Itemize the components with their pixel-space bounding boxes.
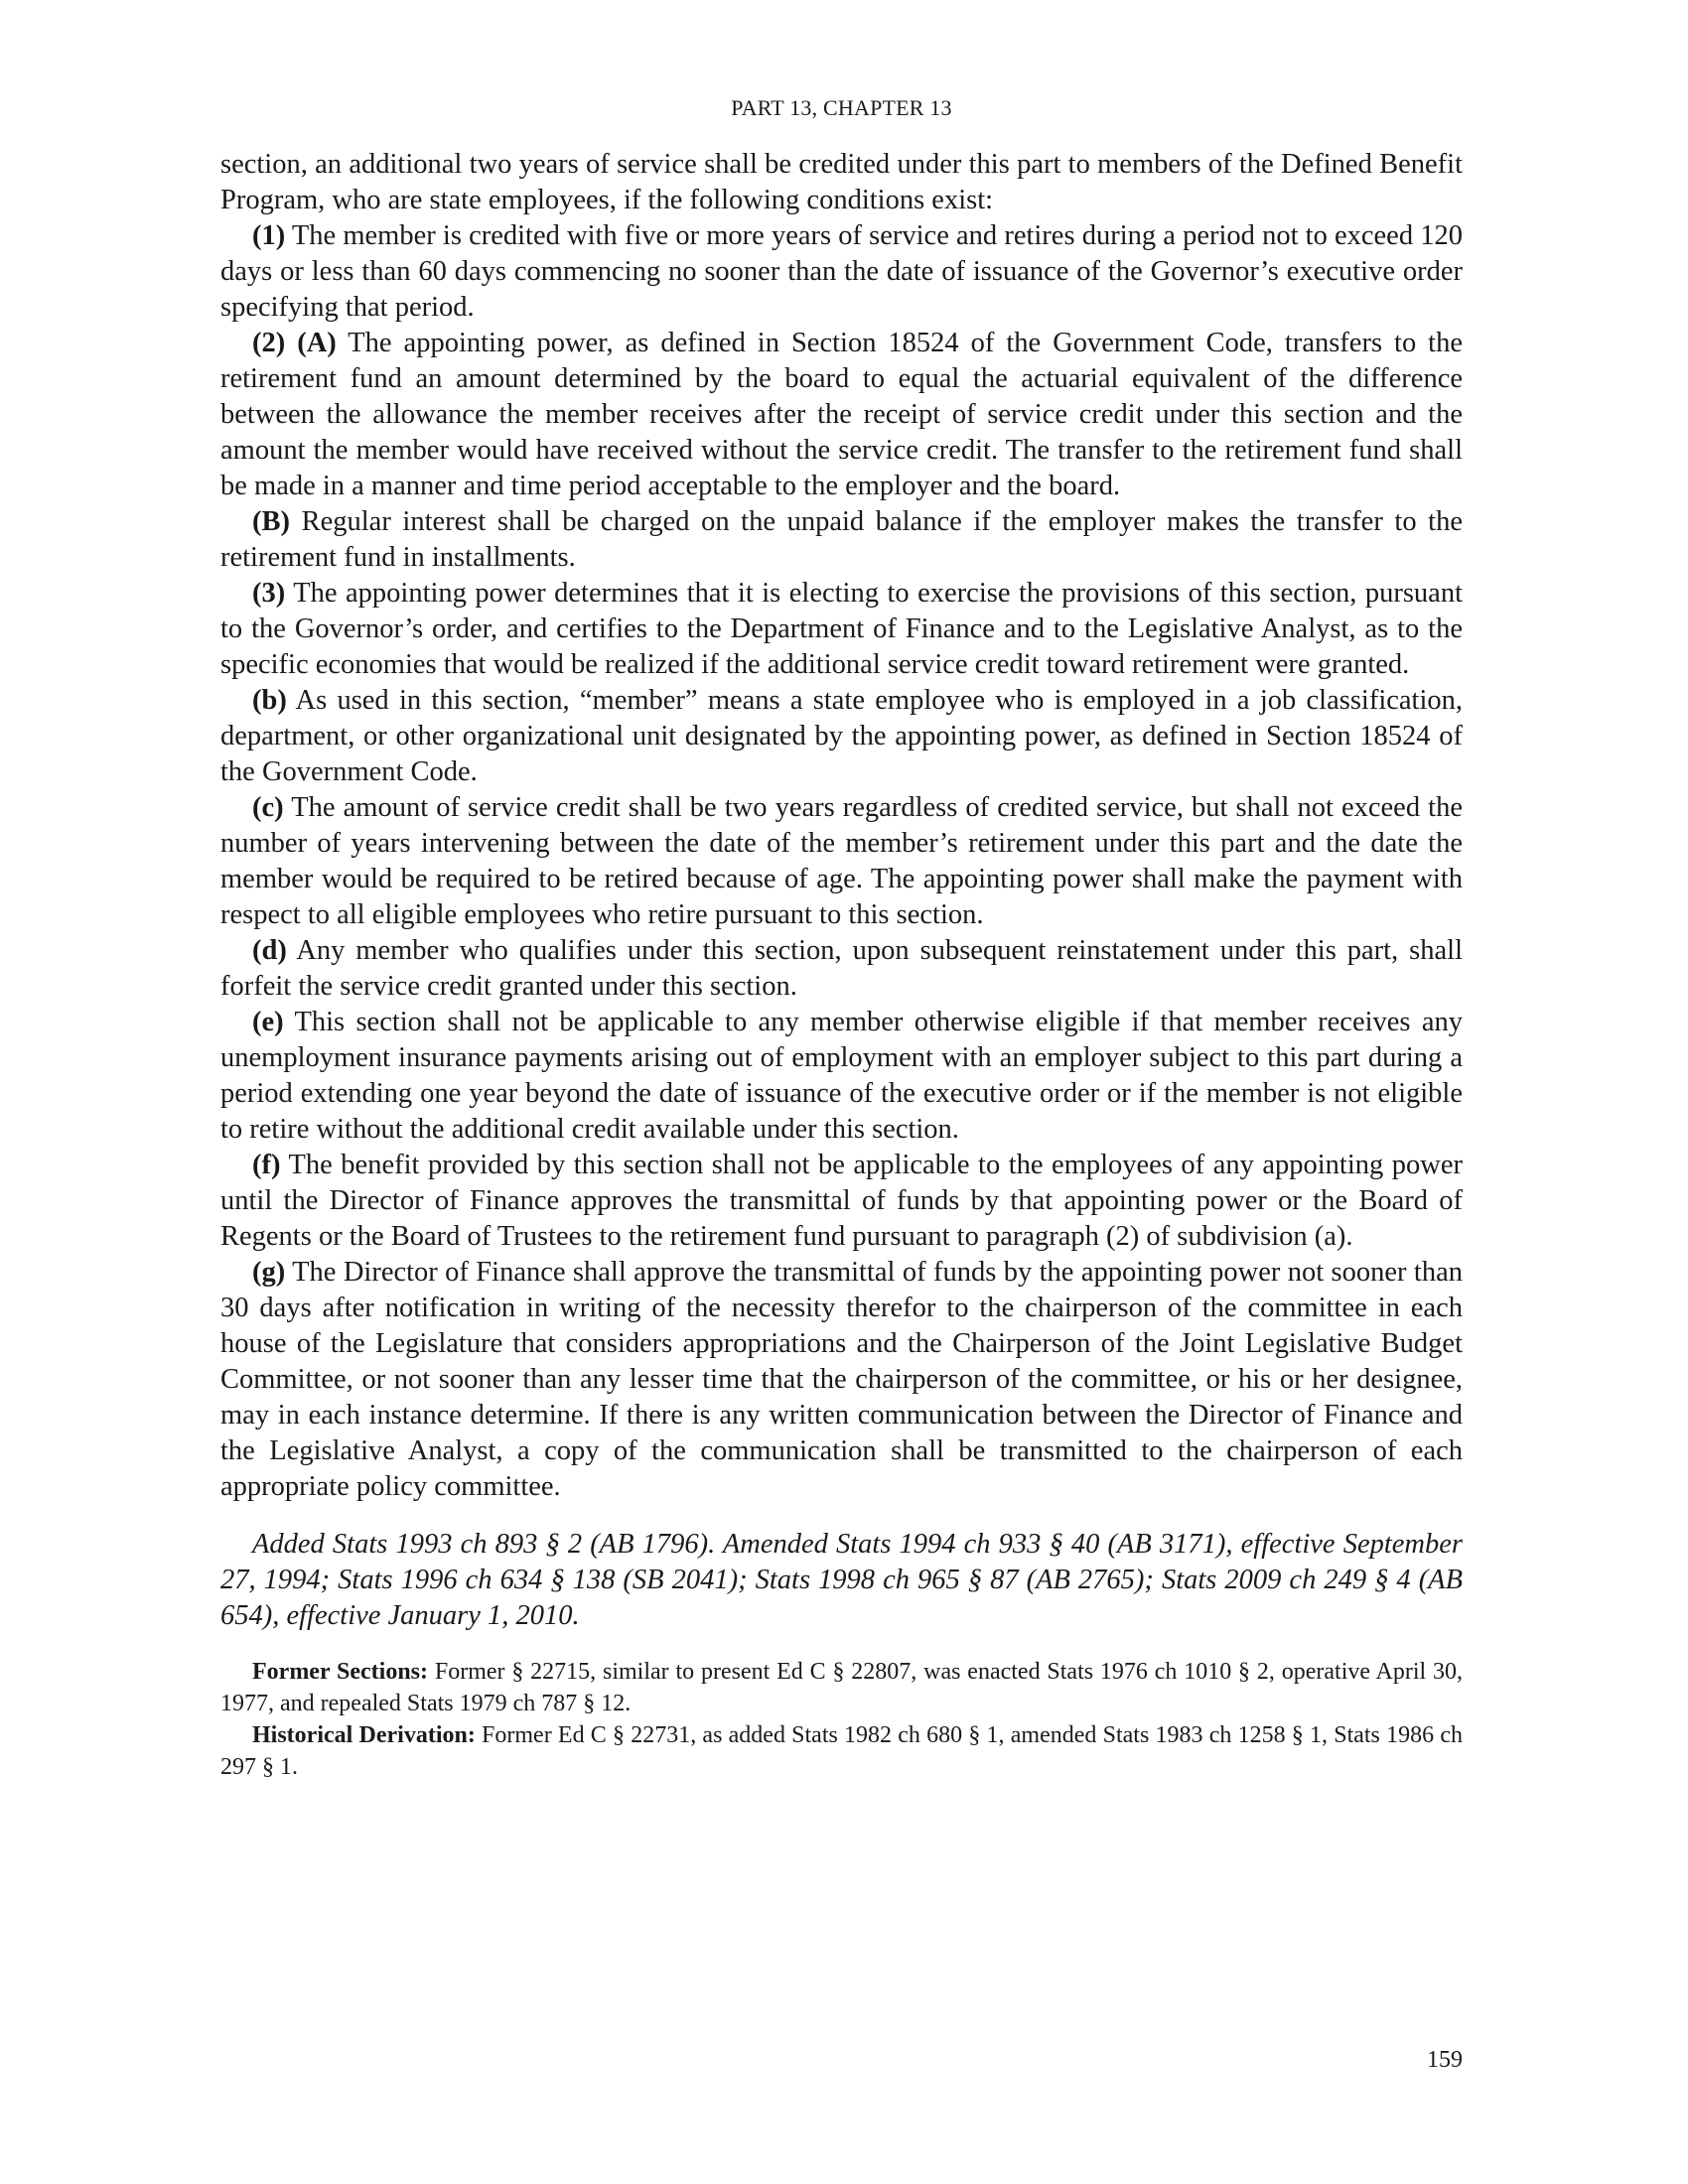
paragraph-a2A (220, 326, 1463, 504)
paragraph-label: (e) (252, 1007, 284, 1037)
paragraph-text: The Director of Finance shall approve the transmittal of funds by the appointing power not sooner than 30 days after notification in writing of the necessity therefor to the chairperson of the committee in each house of the Legislature that considers appropriations and the Chairperson of the Joint Legislative Budget Committee, or not sooner than any lesser time that the chairperson of the committee, or his or her designee, may in each instance determine. If there is any written communication between the Director of Finance and the Legislative Analyst, a copy of the communication shall be transmitted to the chairperson of each appropriate policy committee. (220, 1257, 1463, 1502)
paragraph-label: (2) (A) (252, 328, 337, 358)
paragraph-text: section, an additional two years of service shall be credited under this part to members of the Defined Benefit Program, who are state employees, if the following conditions exist: (220, 149, 1463, 215)
paragraph-text: Any member who qualifies under this section, upon subsequent reinstatement under this part, shall forfeit the service credit granted under this section. (220, 935, 1463, 1002)
paragraph-e (220, 1005, 1463, 1148)
paragraph-f (220, 1148, 1463, 1255)
paragraph-label: (d) (252, 935, 287, 966)
former-sections-note (220, 1656, 1463, 1719)
paragraph-text: Regular interest shall be charged on the unpaid balance if the employer makes the transfer to the retirement fund in installments. (220, 506, 1463, 573)
historical-derivation-note (220, 1719, 1463, 1783)
paragraph-text: The member is credited with five or more years of service and retires during a period not to exceed 120 days or less than 60 days commencing no sooner than the date of issuance of the Governor’s executive order specifying that period. (220, 220, 1463, 323)
statute-body (220, 147, 1463, 1505)
paragraph-label: (g) (252, 1257, 286, 1288)
paragraph-text: The amount of service credit shall be two years regardless of credited service, but shall not exceed the number of years intervening between the date of the member’s retirement under this part and the date the member would be required to be retired because of age. The appointing power shall make the payment with respect to all eligible employees who retire pursuant to this section. (220, 792, 1463, 930)
paragraph-a3 (220, 576, 1463, 683)
paragraph-label: (b) (252, 685, 287, 716)
paragraph-continuation (220, 147, 1463, 218)
paragraph-text: As used in this section, “member” means a state employee who is employed in a job classification, department, or other organizational unit designated by the appointing power, as defined in Section 18524 of the Government Code. (220, 685, 1463, 787)
historical-derivation-text: Former Ed C § 22731, as added Stats 1982 ch 680 § 1, amended Stats 1983 ch 1258 § 1, Stats 1986 ch 297 § 1. (220, 1722, 1463, 1780)
running-head: PART 13, CHAPTER 13 (731, 95, 952, 120)
document-page (220, 95, 1463, 1783)
former-sections-text: Former § 22715, similar to present Ed C § 22807, was enacted Stats 1976 ch 1010 § 2, operative April 30, 1977, and repealed Stats 1979 ch 787 § 12. (220, 1659, 1464, 1716)
paragraph-label: (1) (252, 220, 286, 251)
page-number: 159 (1427, 2047, 1463, 2073)
paragraph-d (220, 933, 1463, 1005)
paragraph-a1 (220, 218, 1463, 326)
paragraph-text: The benefit provided by this section shall not be applicable to the employees of any appointing power until the Director of Finance approves the transmittal of funds by that appointing power or the Board of Regents or the Board of Trustees to the retirement fund pursuant to paragraph (2) of subdivision (a). (220, 1150, 1463, 1252)
paragraph-label: (f) (252, 1150, 281, 1180)
paragraph-label: (3) (252, 578, 286, 609)
paragraph-text: The appointing power determines that it is electing to exercise the provisions of this section, pursuant to the Governor’s order, and certifies to the Department of Finance and to the Legislative Analyst, as to the specific economies that would be realized if the additional service credit toward retirement were granted. (220, 578, 1463, 680)
paragraph-a2B (220, 504, 1463, 576)
legislative-history: Added Stats 1993 ch 893 § 2 (AB 1796). Amended Stats 1994 ch 933 § 40 (AB 3171), effective September 27, 1994; Stats 1996 ch 634 § 138 (SB 2041); Stats 1998 ch 965 § 87 (AB 2765); Stats 2009 ch 249 § 4 (AB 654), effective January 1, 2010. (220, 1529, 1463, 1631)
paragraph-label: (B) (252, 506, 290, 537)
historical-derivation-label: Historical Derivation: (252, 1722, 476, 1748)
paragraph-text: The appointing power, as defined in Section 18524 of the Government Code, transfers to the retirement fund an amount determined by the board to equal the actuarial equivalent of the difference between the allowance the member receives after the receipt of service credit under this section and the amount the member would have received without the service credit. The transfer to the retirement fund shall be made in a manner and time period acceptable to the employer and the board. (220, 328, 1463, 501)
paragraph-b (220, 683, 1463, 790)
notes-section (220, 1656, 1463, 1783)
paragraph-text: This section shall not be applicable to any member otherwise eligible if that member receives any unemployment insurance payments arising out of employment with an employer subject to this part during a period extending one year beyond the date of issuance of the executive order or if the member is not eligible to retire without the additional credit available under this section. (220, 1007, 1463, 1145)
paragraph-c (220, 790, 1463, 933)
former-sections-label: Former Sections: (252, 1659, 429, 1685)
paragraph-g (220, 1255, 1463, 1505)
paragraph-label: (c) (252, 792, 284, 823)
